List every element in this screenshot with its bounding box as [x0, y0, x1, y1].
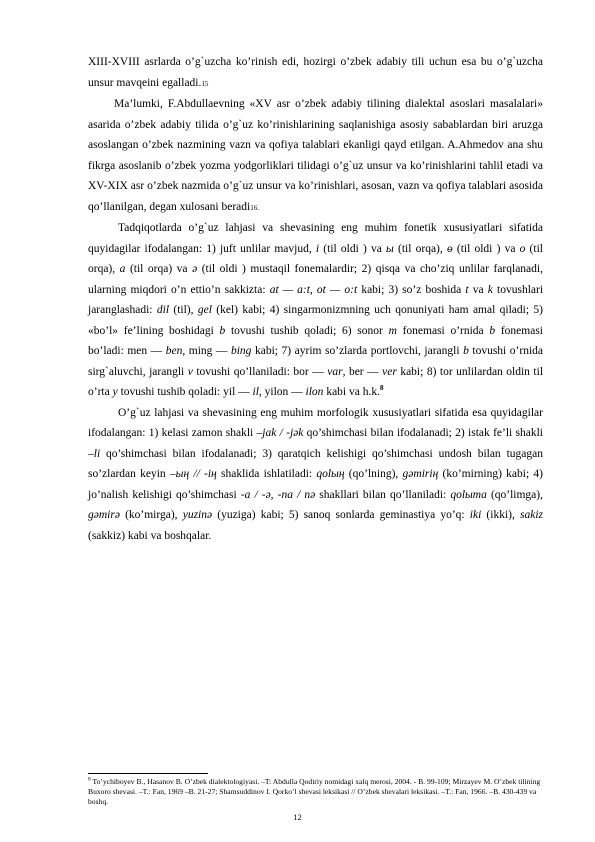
footnote-marker-8[interactable]: 8	[379, 384, 384, 393]
paragraph-1: XIII-XVIII asrlarda o’g`uzcha ko’rinish edi, hozirgi o’zbek adabiy tili uchun esa bu o’g`uzcha unsur mavqeini egalladi.15	[88, 56, 543, 89]
paragraph-4-morphological: O’g`uz lahjasi va shevasining eng muhim morfologik xususiyatlari sifatida esa quyidagilar ifodalangan: 1) kelasi zamon shakli –jak / -jәk qo’shimchasi bilan ifodalanadi; 2) istak fe’li shakli –li qo’shimchasi bilan ifodalanadi; 3) qaratqich kelishigi qo’shimchasi undosh bilan tugagan so’zlardan keyin –ың // -iң shaklida ishlatiladi: qolың (qo’lning), gәmiriң (ko’mirning) kabi; 4) jo’nalish kelishigi qo’shimchasi -a / -ә, -na / nә shakllari bilan qo’llaniladi: qolыma (qo’limga), gәmirә (ko’mirga), yuzinә (yuziga) kabi; 5) sanoq sonlarda geminastiya yo’q: iki (ikki), sakiz (sakkiz) kabi va boshqalar.	[88, 406, 543, 542]
paragraph-2: Ma’lumki, F.Abdullaevning «XV asr o’zbek adabiy tilining dialektal asoslari masalalari» asarida o’zbek adabiy tilida o’g`uz ko’rinishlarining saqlanishiga asosiy sabablardan biri aruzga asoslangan o’zbek nazmining vazn va qofiya talablari ekanligi qayd etilgan. A.Ahmedov ana shu fikrga asoslanib o’zbek yozma yodgorliklari tilidagi o’g`uz unsur va ko’rinishlarini tahlil etadi va XV-XIX asr o’zbek nazmida o’g`uz unsur va ko’rinishlari, asosan, vazn va qofiya talablari asosida qo’llanilgan, degan xulosani beradi16.	[88, 98, 543, 213]
page-number: 12	[293, 812, 302, 822]
document-page	[88, 52, 543, 546]
footnote-text: To’ychiboyev B., Hasanov B. O’zbek dialektologiyasi. –T: Abdulla Qodiriy nomidagi xalq merosi, 2004. - B. 99-109; Mirzayev M. O’zbek tilining Buxoro shevasi. –T.: Fan, 1969 –B. 21-27; Shamsuddinov I. Qorko’l shevasi leksikasi // O’zbek shevalari leksikasi. –T.: Fan, 1966. –B. 430-439 va boshq.	[88, 777, 541, 807]
footnote-8	[88, 777, 543, 808]
footnote-number: 8	[88, 776, 91, 783]
footnote-divider	[88, 773, 208, 774]
citation-16: 16.	[250, 203, 259, 212]
citation-15: 15	[201, 79, 209, 88]
paragraph-3-phonetic: Tadqiqotlarda o’g`uz lahjasi va shevasining eng muhim fonetik xususiyatlari sifatida quyidagilar ifodalangan: 1) juft unlilar mavjud, i (til oldi ) va ы (til orqa), ө (til oldi ) va o (til orqa), a (til orqa) va ә (til oldi ) mustaqil fonemalardir; 2) qisqa va cho’ziq unlilar farqlanadi, ularning miqdori o’n ettio’n sakkizta: at — a:t, ot — o:t kabi; 3) so’z boshida t va k tovushlari jaranglashadi: dil (til), gel (kel) kabi; 4) singarmonizmning uch qonuniyati ham amal qiladi; 5) «bo’l» fe’lining boshidagi b tovushi tushib qoladi; 6) sonor m fonemasi o’rnida b fonemasi bo’ladi: men — ben, ming — bing kabi; 7) ayrim so’zlarda portlovchi, jarangli b tovushi o’rnida sirg`aluvchi, jarangli v tovushi qo’llaniladi: bor — var, ber — ver kabi; 8) tor unlilardan oldin til o’rta y tovushi tushib qoladi: yil — il, yilon — ilon kabi va h.k.$^8$	[88, 222, 544, 398]
